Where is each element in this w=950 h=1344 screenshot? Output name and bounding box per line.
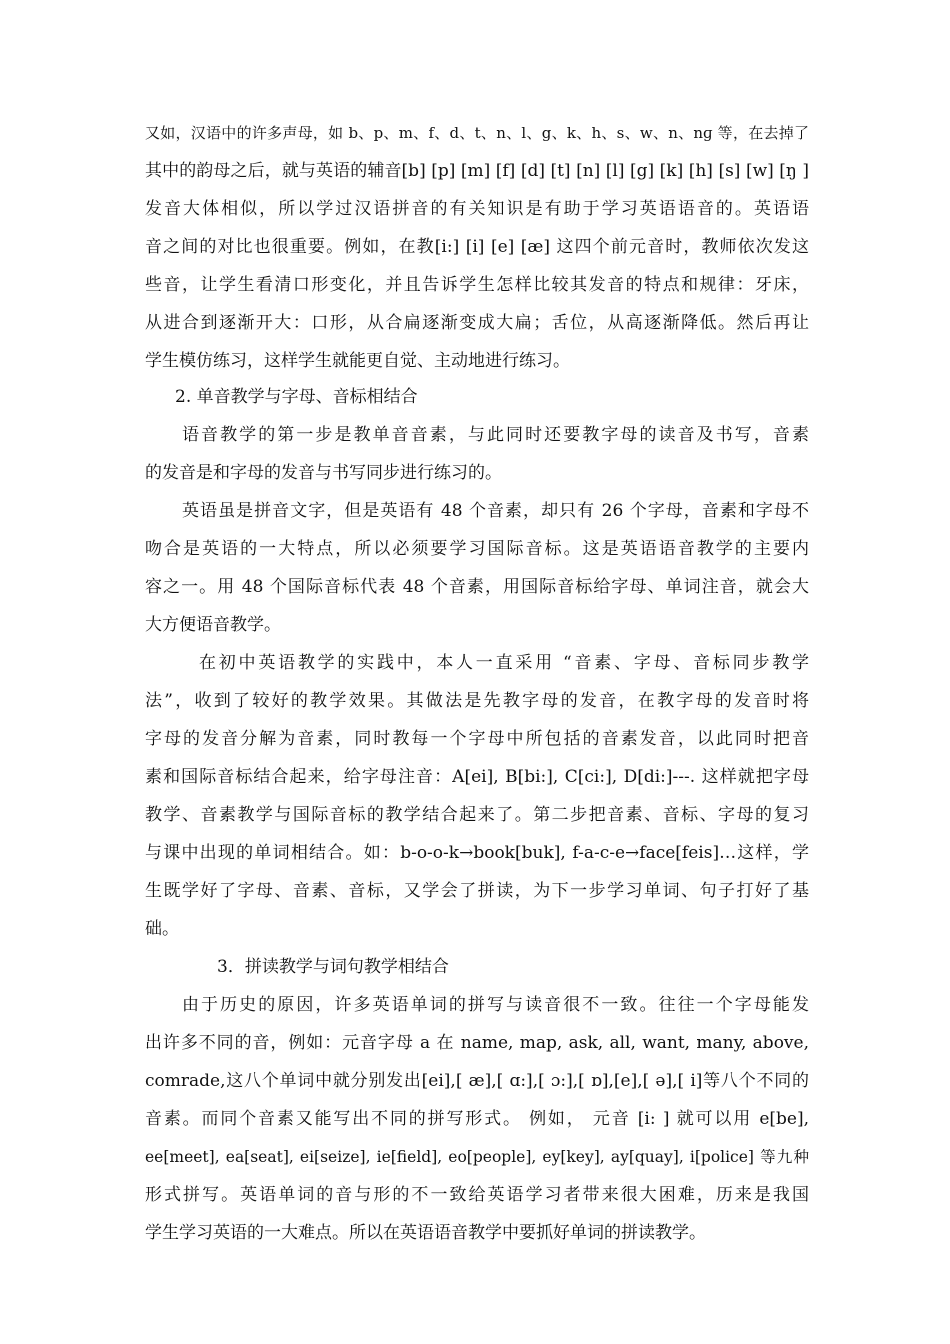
section-heading: 3．拼读教学与词句教学相结合	[217, 957, 449, 977]
body-text-line: 容之一。用 48 个国际音标代表 48 个音素，用国际音标给字母、单词注音，就会大	[145, 577, 809, 597]
body-text-line: ee[meet], ea[seat], ei[seize], ie[field], eo[people], ey[key], ay[quay], i[police] 等九种	[145, 1148, 809, 1166]
body-text-line: 与课中出现的单词相结合。如：b-o-o-k→book[buk], f-a-c-e→face[feis]…这样，学	[145, 843, 809, 863]
body-text-line: 吻合是英语的一大特点，所以必须要学习国际音标。这是英语语音教学的主要内	[145, 539, 809, 559]
body-text-line: 出许多不同的音，例如：元音字母 a 在 name, map, ask, all, want, many, above,	[145, 1033, 809, 1053]
body-text-line: 素和国际音标结合起来，给字母注音：A[ei], B[bi:], C[ci:], D[di:]---. 这样就把字母	[145, 767, 809, 787]
body-text-line: 些音，让学生看清口形变化，并且告诉学生怎样比较其发音的特点和规律：牙床，	[145, 275, 809, 295]
body-text-line: 教学、音素教学与国际音标的教学结合起来了。第二步把音素、音标、字母的复习	[145, 805, 809, 825]
body-text-line: 法”，收到了较好的教学效果。其做法是先教字母的发音，在教字母的发音时将	[145, 691, 809, 711]
body-text-line: 音素。而同个音素又能写出不同的拼写形式。 例如， 元音 [i: ] 就可以用 e[be],	[145, 1109, 809, 1129]
body-text-line: 语音教学的第一步是教单音音素，与此同时还要教字母的读音及书写，音素	[182, 425, 809, 445]
body-text-line: 学生学习英语的一大难点。所以在英语语音教学中要抓好单词的拼读教学。	[145, 1223, 706, 1243]
body-text-line: 发音大体相似，所以学过汉语拼音的有关知识是有助于学习英语语音的。英语语	[145, 199, 809, 219]
body-text-line: 字母的发音分解为音素，同时教每一个字母中所包括的音素发音，以此同时把音	[145, 729, 809, 749]
body-text-line: comrade,这八个单词中就分别发出[ei],[ æ],[ ɑ:],[ ɔ:],[ ɒ],[e],[ ə],[ i]等八个不同的	[145, 1071, 809, 1091]
body-text-line: 其中的韵母之后，就与英语的辅音[b] [p] [m] [f] [d] [t] [n] [l] [g] [k] [h] [s] [w] [ŋ ]	[145, 161, 809, 181]
body-text-line: 在初中英语教学的实践中，本人一直采用 “音素、字母、音标同步教学	[199, 653, 809, 673]
body-text-line: 从进合到逐渐开大：口形，从合扁逐渐变成大扁；舌位，从高逐渐降低。然后再让	[145, 313, 809, 333]
body-text-line: 础。	[145, 919, 179, 939]
body-text-line: 生既学好了字母、音素、音标，又学会了拼读，为下一步学习单词、句子打好了基	[145, 881, 809, 901]
body-text-line: 英语虽是拼音文字，但是英语有 48 个音素，却只有 26 个字母，音素和字母不	[182, 501, 809, 521]
body-text-line: 又如，汉语中的许多声母，如 b、p、m、f、d、t、n、l、g、k、h、s、w、n、nɡ 等，在去掉了	[145, 124, 809, 142]
body-text-line: 的发音是和字母的发音与书写同步进行练习的。	[145, 463, 502, 483]
body-text-line: 大方便语音教学。	[145, 615, 281, 635]
body-text-line: 由于历史的原因，许多英语单词的拼写与读音很不一致。往往一个字母能发	[182, 995, 809, 1015]
section-heading: 2. 单音教学与字母、音标相结合	[175, 387, 418, 407]
body-text-line: 学生模仿练习，这样学生就能更自觉、主动地进行练习。	[145, 351, 570, 371]
body-text-line: 形式拼写。英语单词的音与形的不一致给英语学习者带来很大困难，历来是我国	[145, 1185, 809, 1205]
body-text-line: 音之间的对比也很重要。例如，在教[i:] [i] [e] [æ] 这四个前元音时，教师依次发这	[145, 237, 809, 257]
